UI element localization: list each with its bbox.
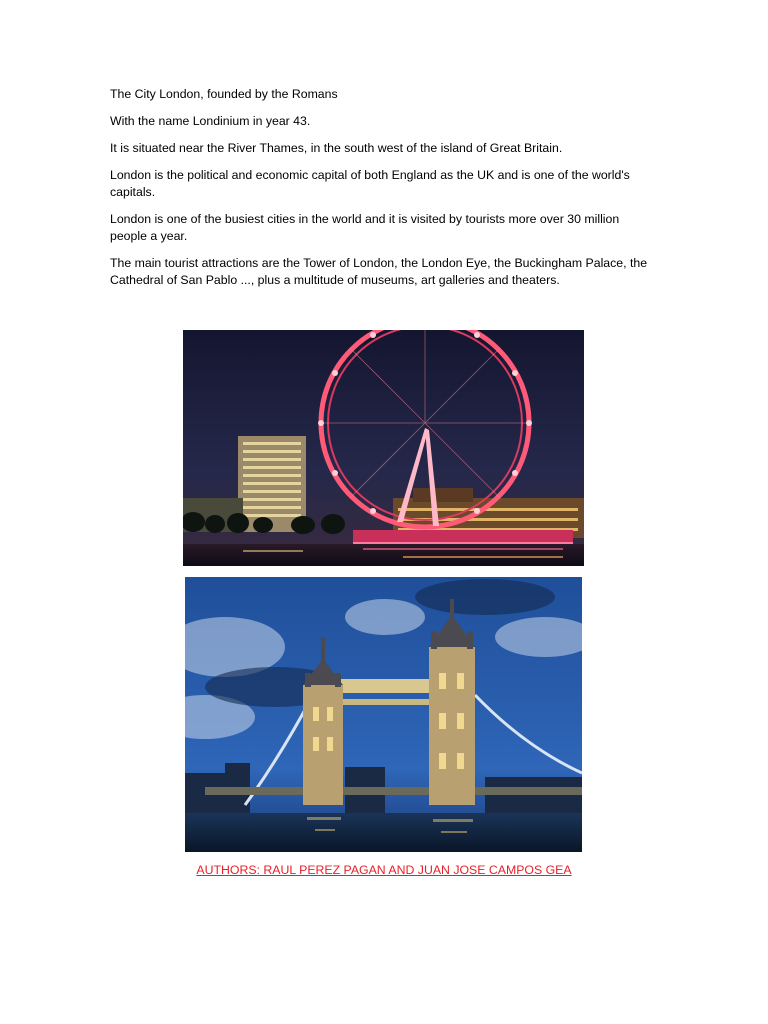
paragraph-2: With the name Londinium in year 43. [110,114,311,128]
body-text [110,86,650,299]
paragraph-4: London is the political and economic capital of both England as the UK and is one of the world's capitals. [110,168,630,199]
paragraph-6: The main tourist attractions are the Tower of London, the London Eye, the Buckingham Palace, the Cathedral of San Pablo ..., plus a multitude of museums, art galleries and theaters. [110,256,648,287]
paragraph-5: London is one of the busiest cities in the world and it is visited by tourists more over 30 million people a year. [110,212,620,243]
tower-bridge-photo [185,577,582,852]
paragraph-3: It is situated near the River Thames, in the south west of the island of Great Britain. [110,141,563,155]
authors-credit: AUTHORS: RAUL PEREZ PAGAN AND JUAN JOSE CAMPOS GEA [196,863,572,877]
london-eye-photo [183,330,584,566]
paragraph-1: The City London, founded by the Romans [110,87,338,101]
